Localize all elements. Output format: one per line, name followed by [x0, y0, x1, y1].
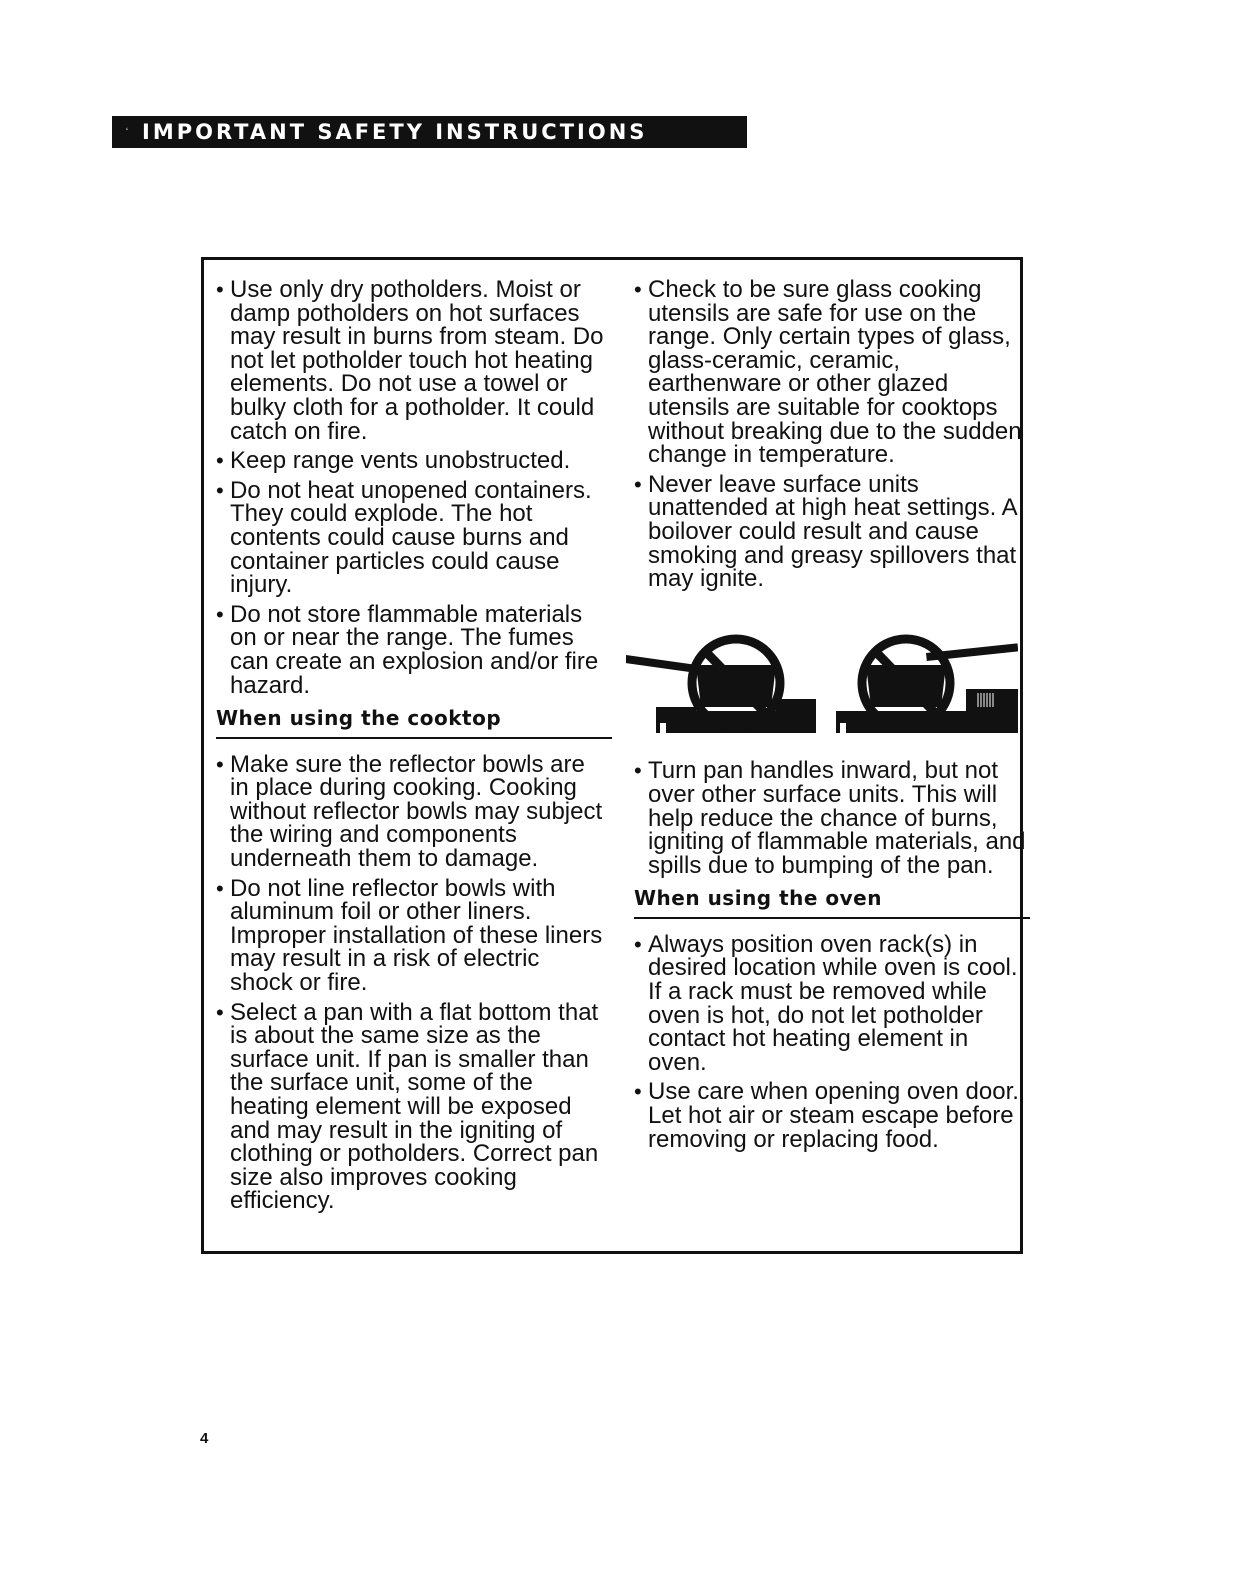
list-item-text: Select a pan with a flat bottom that is about the same size as the surface unit. If pan is smaller than the surface unit, some of the heating element will be exposed and may result in the igniting of clothing or potholders. Correct pan size also improves cooking efficiency. — [230, 998, 599, 1215]
list-item — [216, 600, 608, 699]
list-item — [634, 930, 1026, 1076]
general-safety-list — [216, 278, 608, 697]
bullet-icon: • — [634, 1079, 642, 1105]
oven-list — [634, 930, 1026, 1153]
cooktop-list — [216, 750, 608, 1215]
bullet-icon: • — [216, 448, 224, 474]
bullet-icon: • — [634, 931, 642, 957]
header-bar — [112, 116, 747, 148]
list-item — [216, 750, 608, 873]
list-item — [634, 278, 1026, 467]
page-number: 4 — [200, 1430, 209, 1447]
list-item-text: Keep range vents unobstructed. — [230, 447, 571, 475]
bullet-icon: • — [216, 477, 224, 503]
bullet-icon: • — [216, 999, 224, 1025]
list-item — [216, 449, 608, 473]
bullet-icon: • — [216, 751, 224, 777]
list-item-text: Use only dry potholders. Moist or damp potholders on hot surfaces may result in burns from steam. Do not let potholder touch hot heating elements. Do not use a towel or bulky cloth for a potholder. It could catch on fire. — [230, 276, 604, 445]
list-item — [634, 470, 1026, 593]
safety-panel — [201, 257, 1026, 1254]
bullet-icon: • — [216, 601, 224, 627]
pan-handle-over-unit-icon — [836, 639, 1018, 733]
list-item-text: Make sure the reflector bowls are in place during cooking. Cooking without reflector bowls may subject the wiring and components underneath them to damage. — [230, 750, 603, 873]
right-column — [634, 278, 1026, 1157]
list-item — [634, 759, 1026, 877]
list-item-text: Check to be sure glass cooking utensils are safe for use on the range. Only certain types of glass, glass-ceramic, ceramic, earthenware or other glazed utensils are suitable for cooktops without breaking due to the sudden change in temperature. — [648, 276, 1022, 469]
list-item-text: Turn pan handles inward, but not over other surface units. This will help reduce the chance of burns, igniting of flammable materials, and spills due to bumping of the pan. — [648, 757, 1026, 879]
list-item — [634, 1080, 1026, 1151]
oven-heading: When using the oven — [634, 883, 1030, 919]
prohibited-pan-handle-icon — [626, 627, 1018, 737]
list-item — [216, 874, 608, 997]
list-item — [216, 476, 608, 599]
list-item-text: Use care when opening oven door. Let hot air or steam escape before removing or replacing food. — [648, 1078, 1019, 1153]
glass-utensil-list — [634, 278, 1026, 591]
list-item-text: Do not heat unopened containers. They could explode. The hot contents could cause burns and container particles could cause injury. — [230, 476, 592, 599]
list-item — [216, 998, 608, 1215]
list-item — [216, 278, 608, 443]
header-mark: ʻ — [125, 126, 129, 138]
pan-handle-list — [634, 759, 1026, 877]
cooktop-heading: When using the cooktop — [216, 703, 612, 739]
page-title: IMPORTANT SAFETY INSTRUCTIONS — [142, 120, 648, 144]
bullet-icon: • — [634, 471, 642, 497]
list-item-text: Do not store flammable materials on or near the range. The fumes can create an explosion and/or fire hazard. — [230, 600, 599, 699]
list-item-text: Do not line reflector bowls with aluminum foil or other liners. Improper installation of these liners may result in a risk of electric shock or fire. — [230, 874, 603, 997]
bullet-icon: • — [634, 277, 642, 302]
bullet-icon: • — [216, 277, 224, 302]
bullet-icon: • — [216, 875, 224, 901]
left-column — [216, 278, 608, 1219]
list-item-text: Never leave surface units unattended at high heat settings. A boilover could result and cause smoking and greasy spillovers that may ignite. — [648, 470, 1017, 593]
pan-handle-out-left-icon — [626, 639, 816, 733]
bullet-icon: • — [634, 758, 642, 784]
list-item-text: Always position oven rack(s) in desired location while oven is cool. If a rack must be removed while oven is hot, do not let potholder contact hot heating element in oven. — [648, 930, 1018, 1076]
